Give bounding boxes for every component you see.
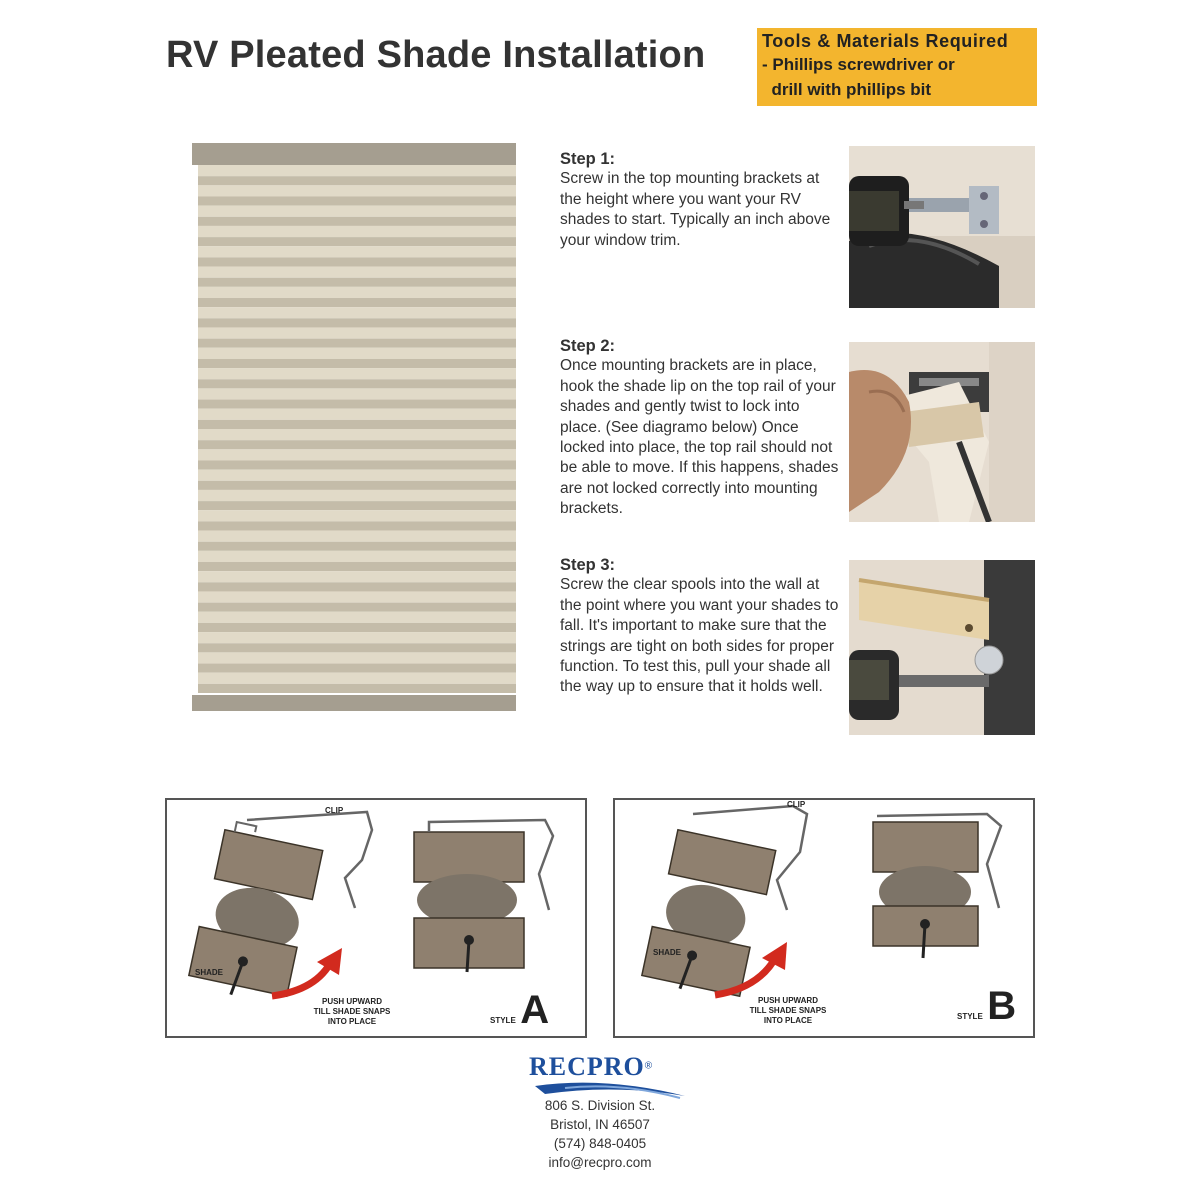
shade-pleat-light — [198, 409, 516, 420]
step-text: Screw the clear spools into the wall at the point where you want your shades to fall. It's important to make sure that the strings are tight on both sides for proper function. To test this, pull your shade all the way up to ensure that it holds well. — [560, 576, 839, 696]
shade-pleat-light — [198, 246, 516, 257]
step-title: Step 2: — [560, 337, 616, 355]
shade-pleat-dark — [198, 460, 516, 469]
clip-label: CLIP — [787, 800, 806, 809]
shade-pleat-dark — [198, 379, 516, 388]
shade-pleat-dark — [198, 623, 516, 632]
style-word: STYLE — [957, 1012, 983, 1021]
shade-bottom-rail — [192, 695, 516, 711]
headrail-block — [215, 830, 323, 900]
shade-pleat-dark — [198, 481, 516, 490]
shade-pleat-light — [198, 368, 516, 379]
shade-pleat-light — [198, 388, 516, 399]
shade-pleat-dark — [198, 521, 516, 530]
shade-pleat-dark — [198, 542, 516, 551]
shade-label: SHADE — [653, 948, 682, 957]
shade-pleat-light — [198, 165, 516, 176]
shade-pleat-dark — [198, 603, 516, 612]
shade-pleat-dark — [198, 339, 516, 348]
step-text: Once mounting brackets are in place, hook the shade lip on the top rail of your shades and gently twist to lock into place. (See diagramo below) Once locked into place, the top rail should not be able to move. If this happens, shades are not locked correctly into mounting brackets. — [560, 357, 839, 518]
style-letter: A — [520, 988, 550, 1032]
step-title: Step 1: — [560, 150, 616, 168]
shade-pleat-light — [198, 612, 516, 623]
shade-pleat-light — [198, 226, 516, 237]
address-city: Bristol, IN 46507 — [550, 1117, 650, 1132]
shade-pleat-light — [198, 510, 516, 521]
push-instruction: PUSH UPWARD TILL SHADE SNAPS INTO PLACE — [313, 997, 391, 1026]
shade-pleat-dark — [198, 440, 516, 449]
style-letter: B — [987, 984, 1017, 1028]
pleated-shade-illustration — [192, 143, 516, 711]
style-word: STYLE — [490, 1016, 516, 1025]
shade-pleat-dark — [198, 582, 516, 591]
step-text: Screw in the top mounting brackets at the height where you want your RV shades to start. Typically an inch above your window trim. — [560, 170, 831, 249]
shade-pleat-light — [198, 551, 516, 562]
step-3 — [560, 555, 845, 698]
shade-pleat-light — [198, 490, 516, 501]
step-1 — [560, 149, 845, 251]
brand-name: RECPRO — [529, 1052, 645, 1081]
shade-pleat-dark — [198, 684, 516, 693]
shade-pleat-dark — [198, 420, 516, 429]
shade-pleat-dark — [198, 562, 516, 571]
shade-pleat-light — [198, 591, 516, 602]
diagram-style-b — [613, 798, 1035, 1038]
shade-headrail — [192, 143, 516, 165]
shade-pleat-light — [198, 185, 516, 196]
step-title: Step 3: — [560, 556, 616, 574]
shade-pleat-dark — [198, 318, 516, 327]
shade-pleat-light — [198, 267, 516, 278]
tools-item: - Phillips screwdriver or — [762, 55, 955, 74]
address-street: 806 S. Division St. — [544, 1098, 656, 1113]
shade-pleat-dark — [198, 278, 516, 287]
shade-pleat-light — [198, 429, 516, 440]
shade-pleat-dark — [198, 196, 516, 205]
shade-pleat-light — [198, 632, 516, 643]
shade-pleat-dark — [198, 237, 516, 246]
shade-pleat-dark — [198, 176, 516, 185]
shade-pleat-dark — [198, 359, 516, 368]
shade-pleat-dark — [198, 664, 516, 673]
shade-pleat-light — [198, 531, 516, 542]
shade-pleat-light — [198, 470, 516, 481]
shade-pleat-light — [198, 348, 516, 359]
tools-box — [757, 28, 1037, 106]
shade-pleat-light — [198, 327, 516, 338]
diagram-style-a — [165, 798, 587, 1038]
push-instruction: PUSH UPWARD TILL SHADE SNAPS INTO PLACE — [749, 996, 827, 1025]
shade-pleat-dark — [198, 643, 516, 652]
shade-pleat-light — [198, 307, 516, 318]
shade-pleat-light — [198, 652, 516, 663]
contact-address — [500, 1096, 700, 1172]
tools-heading: Tools & Materials Required — [762, 31, 1009, 51]
drill-bracket-photo — [849, 146, 1035, 308]
address-phone: (574) 848-0405 — [553, 1136, 647, 1151]
shade-pleat-light — [198, 449, 516, 460]
step-2 — [560, 336, 845, 520]
page-title: RV Pleated Shade Installation — [166, 34, 706, 76]
address-email: info@recpro.com — [548, 1155, 652, 1170]
style-label — [490, 988, 549, 1033]
drill-spool-photo — [849, 560, 1035, 735]
shade-pleat-dark — [198, 298, 516, 307]
shade-pleat-light — [198, 287, 516, 298]
shade-pleat-dark — [198, 501, 516, 510]
shade-pleat-dark — [198, 257, 516, 266]
shade-pleat-light — [198, 206, 516, 217]
shade-pleat-dark — [198, 400, 516, 409]
shade-label: SHADE — [195, 968, 224, 977]
tools-item: drill with phillips bit — [762, 80, 932, 99]
shade-pleat-dark — [198, 217, 516, 226]
hand-hook-shade-photo — [849, 342, 1035, 522]
registered-mark: ® — [644, 1060, 653, 1072]
clip-label: CLIP — [325, 806, 344, 815]
shade-pleat-light — [198, 673, 516, 684]
style-label — [957, 984, 1016, 1029]
shade-pleat-light — [198, 571, 516, 582]
